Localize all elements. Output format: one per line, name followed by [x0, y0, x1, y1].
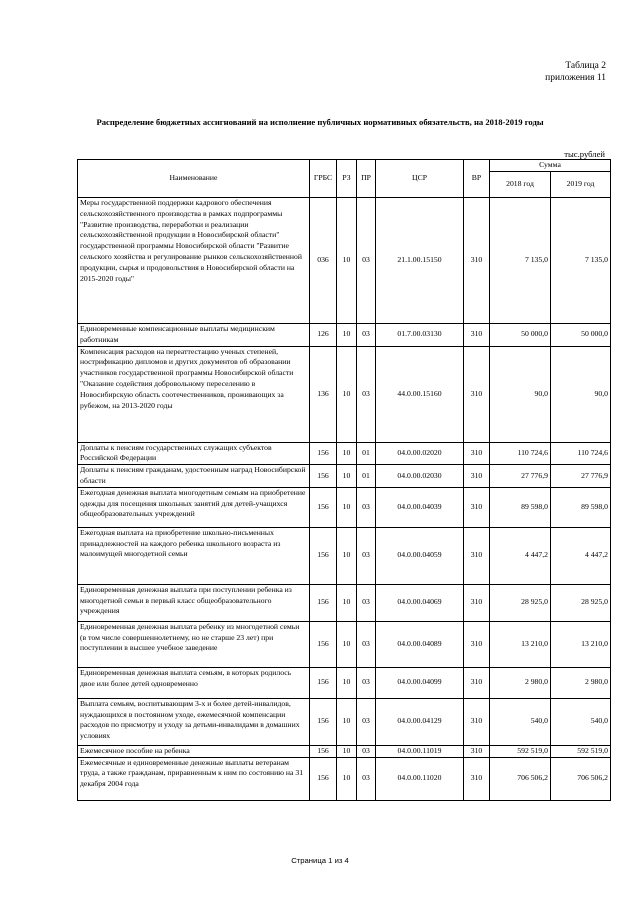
cell-vr: 310	[464, 487, 490, 527]
cell-grbs: 156	[310, 757, 337, 800]
cell-name: Выплата семьям, воспитывающим 3-х и более детей-инвалидов, нуждающихся в постоянном уходе, ежемесячной компенсации расходов по присмотру и уходу за детьми-инвалидами в домашних условиях	[78, 698, 310, 745]
cell-sum-2018: 27 776,9	[490, 465, 551, 488]
cell-csr: 21.1.00.15150	[376, 198, 464, 324]
cell-csr: 04.0.00.04099	[376, 667, 464, 698]
cell-rz: 10	[337, 745, 357, 757]
cell-rz: 10	[337, 527, 357, 584]
table-row	[78, 527, 611, 584]
cell-vr: 310	[464, 698, 490, 745]
cell-sum-2019: 90,0	[551, 346, 611, 442]
cell-rz: 10	[337, 465, 357, 488]
document-title: Распределение бюджетных ассигнований на исполнение публичных нормативных обязательств, на 2018-2019 годы	[96, 117, 544, 127]
cell-pr: 03	[357, 757, 376, 800]
cell-pr: 03	[357, 584, 376, 621]
cell-sum-2019: 7 135,0	[551, 198, 611, 324]
cell-sum-2019: 27 776,9	[551, 465, 611, 488]
cell-rz: 10	[337, 698, 357, 745]
table-row	[78, 465, 611, 488]
table-row	[78, 584, 611, 621]
cell-name: Доплаты к пенсиям государственных служащих субъектов Российской Федерации	[78, 442, 310, 465]
cell-sum-2018: 540,0	[490, 698, 551, 745]
col-sum-header: Сумма	[490, 160, 611, 172]
cell-csr: 44.0.00.15160	[376, 346, 464, 442]
cell-vr: 310	[464, 198, 490, 324]
cell-sum-2018: 7 135,0	[490, 198, 551, 324]
cell-name: Ежемесячное пособие на ребенка	[78, 745, 310, 757]
cell-grbs: 126	[310, 324, 337, 347]
cell-vr: 310	[464, 584, 490, 621]
cell-grbs: 156	[310, 745, 337, 757]
cell-vr: 310	[464, 442, 490, 465]
cell-sum-2018: 592 519,0	[490, 745, 551, 757]
cell-csr: 04.0.00.02030	[376, 465, 464, 488]
table-row	[78, 621, 611, 667]
cell-sum-2018: 4 447,2	[490, 527, 551, 584]
table-row	[78, 198, 611, 324]
budget-table	[77, 159, 611, 801]
cell-csr: 04.0.00.04069	[376, 584, 464, 621]
cell-name: Ежегодная денежная выплата многодетным семьям на приобретение одежды для посещения школьных занятий для детей-учащихся общеобразовательных учреждений	[78, 487, 310, 527]
table-row	[78, 698, 611, 745]
col-2018-header: 2018 год	[490, 172, 551, 198]
cell-vr: 310	[464, 757, 490, 800]
table-number: Таблица 2	[565, 61, 606, 71]
cell-csr: 01.7.00.03130	[376, 324, 464, 347]
cell-sum-2019: 13 210,0	[551, 621, 611, 667]
cell-name: Компенсация расходов на переаттестацию ученых степеней, нострификацию дипломов и других документов об образовании участников государственной программы Новосибирской области "Оказание содействия добровольному переселению в Новосибирскую область соотечественников, проживающих за рубежом, на 2013-2020 годы	[78, 346, 310, 442]
table-row	[78, 667, 611, 698]
cell-name: Ежемесячные и единовременные денежные выплаты ветеранам труда, а также гражданам, приравненным к ним по состоянию на 31 декабря 2004 года	[78, 757, 310, 800]
cell-name: Единовременные компенсационные выплаты медицинским работникам	[78, 324, 310, 347]
cell-grbs: 156	[310, 667, 337, 698]
table-row	[78, 442, 611, 465]
col-csr-header: ЦСР	[376, 160, 464, 198]
cell-name: Единовременная денежная выплата ребенку из многодетной семьи (в том числе совершеннолетнему, но не старше 23 лет) при поступлении в высшее учебное заведение	[78, 621, 310, 667]
cell-name: Меры государственной поддержки кадрового обеспечения сельскохозяйственного производства в рамках подпрограммы "Развитие производства, переработки и реализации сельскохозяйственной продукции в Новосибирской области" государственной программы Новосибирской области "Развитие сельского хозяйства и регулирование рынков сельскохозяйственной продукции, сырья и продовольствия в Новосибирской области на 2015-2020 годы"	[78, 198, 310, 324]
appendix-label: приложения 11	[545, 73, 606, 83]
units-label: тыс.рублей	[564, 149, 605, 159]
cell-grbs: 136	[310, 346, 337, 442]
table-row	[78, 346, 611, 442]
col-pr-header: ПР	[357, 160, 376, 198]
cell-sum-2019: 540,0	[551, 698, 611, 745]
cell-pr: 03	[357, 346, 376, 442]
cell-sum-2018: 13 210,0	[490, 621, 551, 667]
cell-grbs: 156	[310, 698, 337, 745]
cell-pr: 03	[357, 198, 376, 324]
cell-pr: 03	[357, 667, 376, 698]
cell-grbs: 156	[310, 621, 337, 667]
cell-rz: 10	[337, 584, 357, 621]
cell-sum-2018: 90,0	[490, 346, 551, 442]
cell-pr: 03	[357, 527, 376, 584]
cell-sum-2019: 592 519,0	[551, 745, 611, 757]
cell-grbs: 156	[310, 527, 337, 584]
cell-grbs: 156	[310, 442, 337, 465]
cell-sum-2018: 706 506,2	[490, 757, 551, 800]
cell-name: Единовременная денежная выплата семьям, в которых родилось двое или более детей одновременно	[78, 667, 310, 698]
cell-pr: 03	[357, 324, 376, 347]
table-reference	[545, 60, 606, 84]
cell-rz: 10	[337, 487, 357, 527]
cell-rz: 10	[337, 757, 357, 800]
cell-vr: 310	[464, 667, 490, 698]
cell-vr: 310	[464, 527, 490, 584]
table-row	[78, 757, 611, 800]
cell-pr: 03	[357, 487, 376, 527]
cell-sum-2019: 28 925,0	[551, 584, 611, 621]
cell-name: Доплаты к пенсиям гражданам, удостоенным наград Новосибирской области	[78, 465, 310, 488]
cell-vr: 310	[464, 346, 490, 442]
cell-sum-2018: 2 980,0	[490, 667, 551, 698]
col-2019-header: 2019 год	[551, 172, 611, 198]
cell-sum-2019: 50 000,0	[551, 324, 611, 347]
cell-vr: 310	[464, 745, 490, 757]
col-grbs-header: ГРБС	[310, 160, 337, 198]
cell-sum-2019: 4 447,2	[551, 527, 611, 584]
cell-rz: 10	[337, 667, 357, 698]
cell-rz: 10	[337, 198, 357, 324]
col-rz-header: РЗ	[337, 160, 357, 198]
cell-rz: 10	[337, 324, 357, 347]
cell-sum-2018: 50 000,0	[490, 324, 551, 347]
cell-csr: 04.0.00.04129	[376, 698, 464, 745]
cell-csr: 04.0.00.04089	[376, 621, 464, 667]
cell-name: Ежегодная выплата на приобретение школьно-письменных принадлежностей на каждого ребенка школьного возраста из малоимущей многодетной семьи	[78, 527, 310, 584]
table-row	[78, 487, 611, 527]
table-row	[78, 745, 611, 757]
cell-grbs: 156	[310, 487, 337, 527]
cell-pr: 03	[357, 745, 376, 757]
cell-sum-2019: 89 598,0	[551, 487, 611, 527]
cell-pr: 03	[357, 698, 376, 745]
cell-name: Единовременная денежная выплата при поступлении ребенка из многодетной семьи в первый класс общеобразовательного учреждения	[78, 584, 310, 621]
cell-grbs: 156	[310, 584, 337, 621]
cell-sum-2018: 110 724,6	[490, 442, 551, 465]
cell-rz: 10	[337, 346, 357, 442]
cell-pr: 01	[357, 465, 376, 488]
page-number: Страница 1 из 4	[291, 856, 349, 865]
cell-rz: 10	[337, 621, 357, 667]
cell-pr: 03	[357, 621, 376, 667]
cell-csr: 04.0.00.11019	[376, 745, 464, 757]
cell-vr: 310	[464, 324, 490, 347]
cell-vr: 310	[464, 465, 490, 488]
cell-sum-2018: 89 598,0	[490, 487, 551, 527]
cell-csr: 04.0.00.02020	[376, 442, 464, 465]
cell-csr: 04.0.00.04059	[376, 527, 464, 584]
table-row	[78, 324, 611, 347]
col-vr-header: ВР	[464, 160, 490, 198]
cell-grbs: 036	[310, 198, 337, 324]
cell-sum-2019: 2 980,0	[551, 667, 611, 698]
cell-grbs: 156	[310, 465, 337, 488]
cell-sum-2019: 706 506,2	[551, 757, 611, 800]
cell-csr: 04.0.00.04039	[376, 487, 464, 527]
cell-sum-2019: 110 724,6	[551, 442, 611, 465]
cell-rz: 10	[337, 442, 357, 465]
cell-pr: 01	[357, 442, 376, 465]
cell-csr: 04.0.00.11020	[376, 757, 464, 800]
cell-vr: 310	[464, 621, 490, 667]
cell-sum-2018: 28 925,0	[490, 584, 551, 621]
col-name-header: Наименование	[78, 160, 310, 198]
